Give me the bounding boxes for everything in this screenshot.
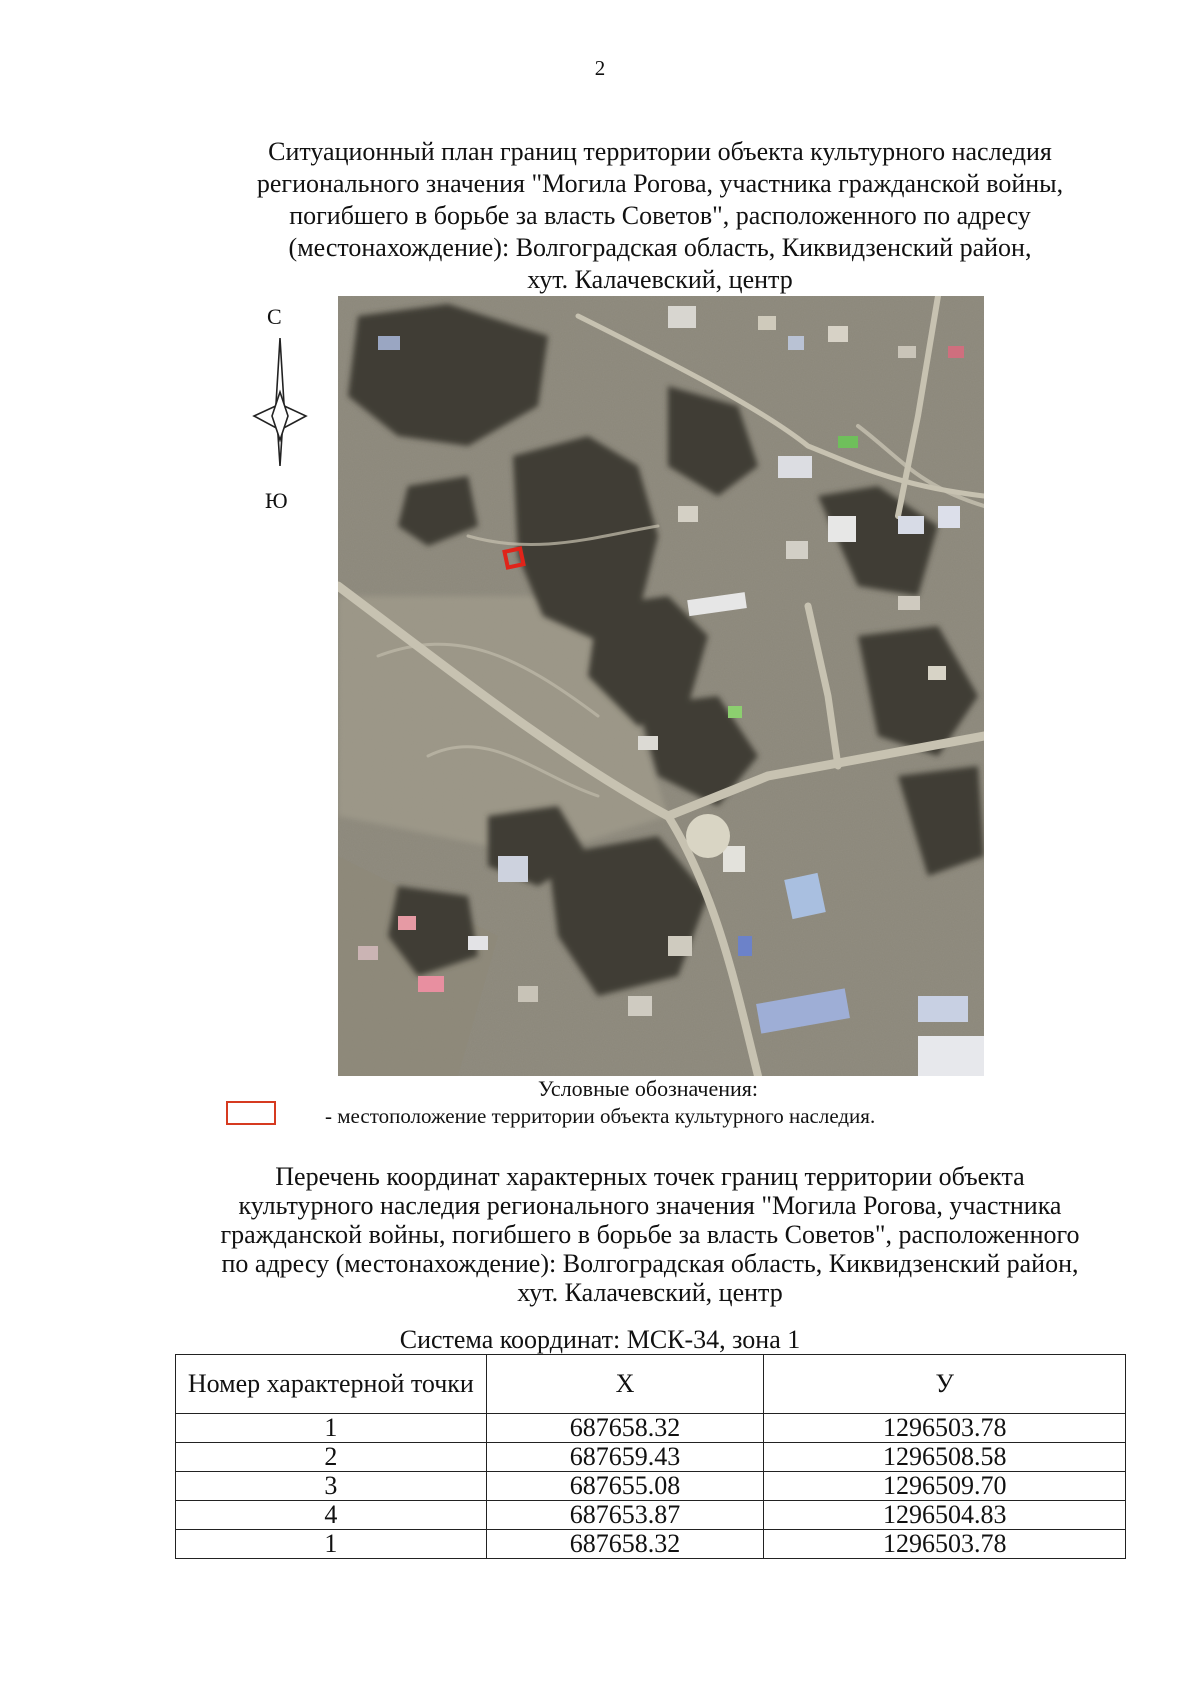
- list-title-line: Перечень координат характерных точек границ территории объекта: [275, 1162, 1025, 1191]
- cell-x: 687658.32: [486, 1414, 764, 1443]
- coordinates-list-title: [160, 1162, 1140, 1307]
- cell-point: 3: [176, 1472, 487, 1501]
- plan-title-line: Ситуационный план границ территории объекта культурного наследия: [268, 137, 1052, 166]
- list-title-line: по адресу (местонахождение): Волгоградская область, Киквидзенский район,: [221, 1249, 1079, 1278]
- list-title-line: культурного наследия регионального значения "Могила Рогова, участника: [238, 1191, 1062, 1220]
- list-title-line: хут. Калачевский, центр: [517, 1278, 783, 1307]
- cell-x: 687655.08: [486, 1472, 764, 1501]
- legend-item-text: - местоположение территории объекта культурного наследия.: [325, 1104, 876, 1128]
- cell-point: 4: [176, 1501, 487, 1530]
- compass-arrow-icon: [250, 334, 310, 484]
- compass-south-label: Ю: [265, 488, 288, 513]
- legend-title: Условные обозначения:: [538, 1076, 759, 1101]
- table-row: [176, 1530, 1126, 1559]
- coordinate-system-label: Система координат: МСК-34, зона 1: [399, 1325, 801, 1354]
- cell-y: 1296503.78: [764, 1530, 1126, 1559]
- legend-swatch-icon: [226, 1101, 276, 1125]
- plan-title-line: регионального значения "Могила Рогова, участника гражданской войны,: [256, 169, 1064, 198]
- plan-title-line: погибшего в борьбе за власть Советов", расположенного по адресу: [289, 201, 1031, 230]
- table-row: [176, 1414, 1126, 1443]
- page-number: 2: [594, 56, 606, 80]
- cell-x: 687653.87: [486, 1501, 764, 1530]
- cell-x: 687658.32: [486, 1530, 764, 1559]
- cell-y: 1296504.83: [764, 1501, 1126, 1530]
- cell-y: 1296508.58: [764, 1443, 1126, 1472]
- cell-point: 1: [176, 1414, 487, 1443]
- compass-north-label: С: [267, 304, 282, 329]
- header-x: X: [486, 1355, 764, 1414]
- plan-title-line: хут. Калачевский, центр: [527, 265, 793, 294]
- header-y: У: [764, 1355, 1126, 1414]
- plan-title: [200, 136, 1120, 296]
- table-header-row: [176, 1355, 1126, 1414]
- satellite-map: [338, 296, 984, 1076]
- table-row: [176, 1472, 1126, 1501]
- coordinates-table: [175, 1354, 1126, 1559]
- cell-y: 1296509.70: [764, 1472, 1126, 1501]
- cell-point: 2: [176, 1443, 487, 1472]
- cell-y: 1296503.78: [764, 1414, 1126, 1443]
- plan-title-line: (местонахождение): Волгоградская область, Киквидзенский район,: [288, 233, 1032, 262]
- table-row: [176, 1501, 1126, 1530]
- cell-x: 687659.43: [486, 1443, 764, 1472]
- cell-point: 1: [176, 1530, 487, 1559]
- table-row: [176, 1443, 1126, 1472]
- list-title-line: гражданской войны, погибшего в борьбе за власть Советов", расположенного: [220, 1220, 1080, 1249]
- header-point-number: Номер характерной точки: [176, 1355, 487, 1414]
